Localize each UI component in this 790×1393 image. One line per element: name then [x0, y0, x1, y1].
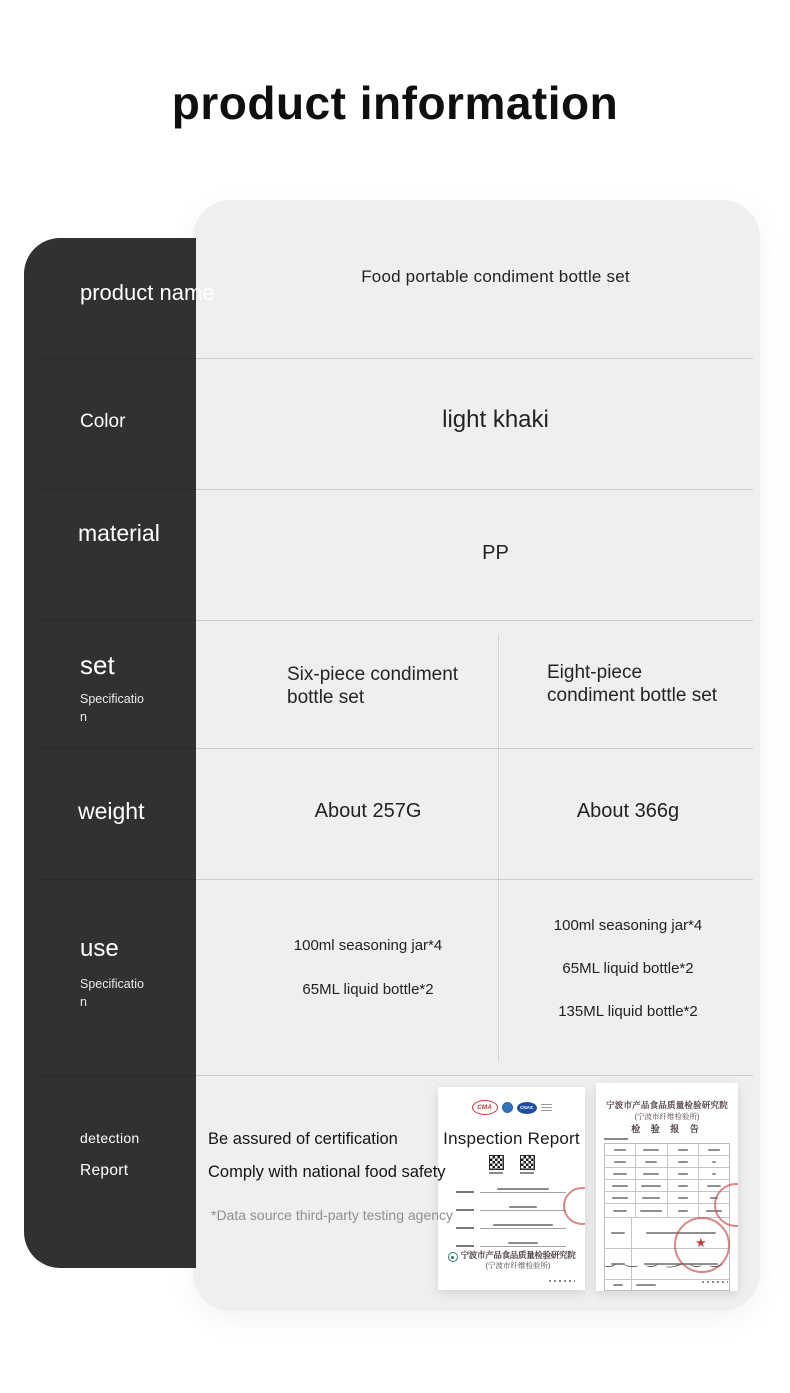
row-divider: [40, 620, 753, 621]
qr-caption: [520, 1172, 534, 1174]
inspection-report-title: Inspection Report: [443, 1129, 580, 1148]
report-form-line: [456, 1224, 566, 1229]
report-form-line: [456, 1188, 566, 1193]
detection-note: *Data source third-party testing agency: [211, 1207, 454, 1223]
row-divider: [40, 489, 753, 490]
sidebar-label-color: Color: [80, 411, 126, 432]
signature-row: [604, 1261, 730, 1267]
value-use-col1-line1: 100ml seasoning jar*4: [293, 937, 443, 954]
value-weight-six-piece: About 257G: [314, 800, 422, 822]
qr-caption: [489, 1172, 503, 1174]
stamp-star-icon: ★: [695, 1235, 707, 1250]
detection-heading: Be assured of certification: [208, 1130, 398, 1148]
certification-logo-row: [438, 1100, 585, 1115]
issuing-organization: [438, 1250, 585, 1270]
value-product-name: Food portable condiment bottle set: [361, 267, 630, 286]
row-divider: [40, 1075, 753, 1076]
inspection-report-certificate-2: [596, 1083, 738, 1291]
qr-code-icon: [489, 1155, 504, 1170]
sidebar-label-report: Report: [80, 1162, 129, 1179]
detection-subheading: Comply with national food safety: [208, 1163, 446, 1181]
sidebar-label-material: material: [78, 520, 160, 546]
column-divider: [498, 634, 499, 1062]
report-form-line: [456, 1242, 566, 1247]
blue-seal-logo-icon: [502, 1102, 513, 1113]
row-divider: [40, 358, 753, 359]
value-weight-eight-piece: About 366g: [576, 800, 680, 822]
sidebar-label-weight: weight: [78, 798, 145, 824]
sidebar: [24, 238, 196, 1268]
cnas-logo-icon: CNAS: [517, 1102, 537, 1114]
sidebar-sublabel-set-specification: Specification: [80, 692, 144, 725]
organization-subname: (宁波市纤维检验所): [634, 1112, 700, 1121]
value-color: light khaki: [442, 406, 549, 433]
red-stamp-icon: [563, 1187, 585, 1225]
report-number: [604, 1138, 628, 1140]
row-divider: [40, 879, 753, 880]
cma-logo-icon: CMA: [472, 1100, 498, 1115]
row-divider: [40, 748, 753, 749]
organization-subname: (宁波市纤维检验所): [485, 1261, 551, 1270]
qr-code-icon: [520, 1155, 535, 1170]
sidebar-label-set: set: [80, 650, 115, 680]
sidebar-label-use: use: [80, 935, 119, 962]
sidebar-label-detection: detection: [80, 1130, 140, 1146]
sidebar-label-product-name: product name: [80, 280, 215, 305]
value-set-eight-piece: Eight-piece condiment bottle set: [547, 662, 718, 706]
green-seal-icon: [448, 1252, 458, 1262]
sidebar-sublabel-use-specification: Specification: [80, 977, 144, 1010]
logo-caption-text: [541, 1104, 552, 1112]
page-title: product information: [171, 77, 619, 129]
page-footer-marks: [702, 1281, 728, 1283]
organization-name: 宁波市产品食品质量检验研究院: [606, 1100, 728, 1110]
value-set-six-piece: Six-piece condiment bottle set: [287, 664, 459, 708]
organization-name: 宁波市产品食品质量检验研究院: [460, 1250, 576, 1260]
value-material: PP: [482, 542, 509, 564]
inspection-report-certificate-1: [438, 1087, 585, 1290]
report-form-line: [456, 1206, 566, 1211]
value-use-col2-line1: 100ml seasoning jar*4: [553, 917, 703, 934]
report-title: 检 验 报 告: [631, 1124, 703, 1134]
value-use-col1-line2: 65ML liquid bottle*2: [302, 981, 434, 998]
page-footer-marks: [549, 1280, 575, 1282]
value-use-col2-line2: 65ML liquid bottle*2: [562, 960, 694, 977]
qr-code-row: [438, 1155, 585, 1174]
value-use-col2-line3: 135ML liquid bottle*2: [558, 1003, 698, 1020]
